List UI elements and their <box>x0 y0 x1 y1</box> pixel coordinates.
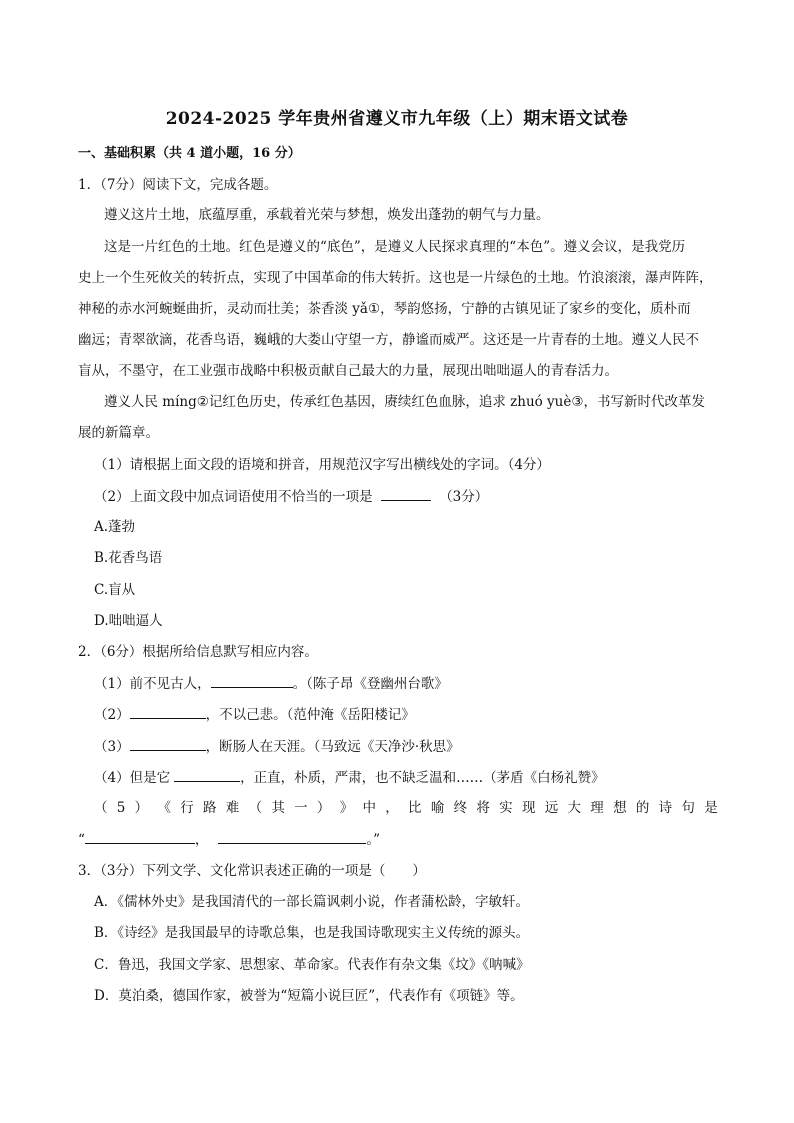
recite-item-2: （2） ，不以己悲。（范仲淹《岳阳楼记》 <box>94 704 718 725</box>
answer-blank[interactable] <box>174 767 240 782</box>
question-2-stem: 2．（6分）根据所给信息默写相应内容。 <box>78 644 318 660</box>
option-c: C.盲从 <box>94 582 136 598</box>
passage-line: 盲从，不墨守，在工业强市战略中积极贡献自己最大的力量，展现出咄咄逼人的青春活力。 <box>78 363 618 379</box>
answer-blank[interactable] <box>130 704 206 719</box>
answer-blank[interactable] <box>211 673 293 688</box>
recite-item-5-blanks: “ ， 。” <box>78 829 718 850</box>
question-1-stem: 1．（7分）阅读下文，完成各题。 <box>78 177 278 193</box>
passage-line: 遵义人民 míng②记红色历史，传承红色基因，赓续红色血脉，追求 zhuó yuè③，书写新时代改革发 <box>104 394 705 410</box>
option-a: A．《儒林外史》是我国清代的一部长篇讽刺小说，作者蒲松龄，字敏轩。 <box>94 894 529 910</box>
passage-line: 这是一片红色的土地。红色是遵义的“底色”，是遵义人民探求真理的“本色”。遵义会议，是我党历 <box>104 239 686 255</box>
answer-blank[interactable] <box>85 829 195 844</box>
option-b: B．《诗经》是我国最早的诗歌总集，也是我国诗歌现实主义传统的源头。 <box>94 925 530 941</box>
passage-line: 展的新篇章。 <box>78 425 159 441</box>
section-heading: 一、基础积累（共 4 道小题，16 分） <box>78 146 301 161</box>
sub-question-2: （2）上面文段中加点词语使用不恰当的一项是 （3分） <box>94 486 718 507</box>
option-d: D．莫泊桑，德国作家，被誉为“短篇小说巨匠”，代表作有《项链》等。 <box>94 988 524 1004</box>
passage-line: 史上一个生死攸关的转折点，实现了中国革命的伟大转折。这也是一片绿色的土地。竹浪滚滚，瀑声阵阵， <box>78 270 713 286</box>
passage-line: 遵义这片土地，底蕴厚重，承载着光荣与梦想，焕发出蓬勃的朝气与力量。 <box>104 207 550 223</box>
question-3-stem: 3．（3分）下列文学、文化常识表述正确的一项是（ ） <box>78 863 426 879</box>
page-title: 2024-2025 学年贵州省遵义市九年级（上）期末语文试卷 <box>165 109 629 129</box>
answer-blank[interactable] <box>130 736 206 751</box>
answer-blank[interactable] <box>381 486 431 501</box>
passage-line: 幽远；青翠欲滴，花香鸟语，巍峨的大娄山守望一方，静谧而威严。这还是一片青春的土地。遵义人民不 <box>78 332 699 348</box>
recite-item-1: （1）前不见古人， 。（陈子昂《登幽州台歌》 <box>94 673 718 694</box>
sub-question-1: （1）请根据上面文段的语境和拼音，用规范汉字写出横线处的字词。（4分） <box>94 457 550 473</box>
option-b: B.花香鸟语 <box>94 550 163 566</box>
recite-item-3: （3） ，断肠人在天涯。（马致远《天净沙·秋思》 <box>94 736 718 757</box>
option-c: C．鲁迅，我国文学家、思想家、革命家。代表作有杂文集《坟》《呐喊》 <box>94 957 530 973</box>
option-d: D.咄咄逼人 <box>94 613 163 629</box>
option-a: A.蓬勃 <box>94 519 136 535</box>
recite-item-5: （ 5 ） 《 行 路 难 （ 其 一 ） 》 中 ， 比 喻 终 将 实 现 远 大 理 想 的 诗 句 是 <box>94 800 718 816</box>
passage-line: 神秘的赤水河蜿蜒曲折，灵动而壮美；茶香淡 yǎ①，琴韵悠扬，宁静的古镇见证了家乡的变化，质朴而 <box>78 301 691 317</box>
recite-item-4: （4）但是它 ，正直，朴质，严肃，也不缺乏温和……（茅盾《白杨礼赞》 <box>94 767 718 788</box>
answer-blank[interactable] <box>218 829 366 844</box>
